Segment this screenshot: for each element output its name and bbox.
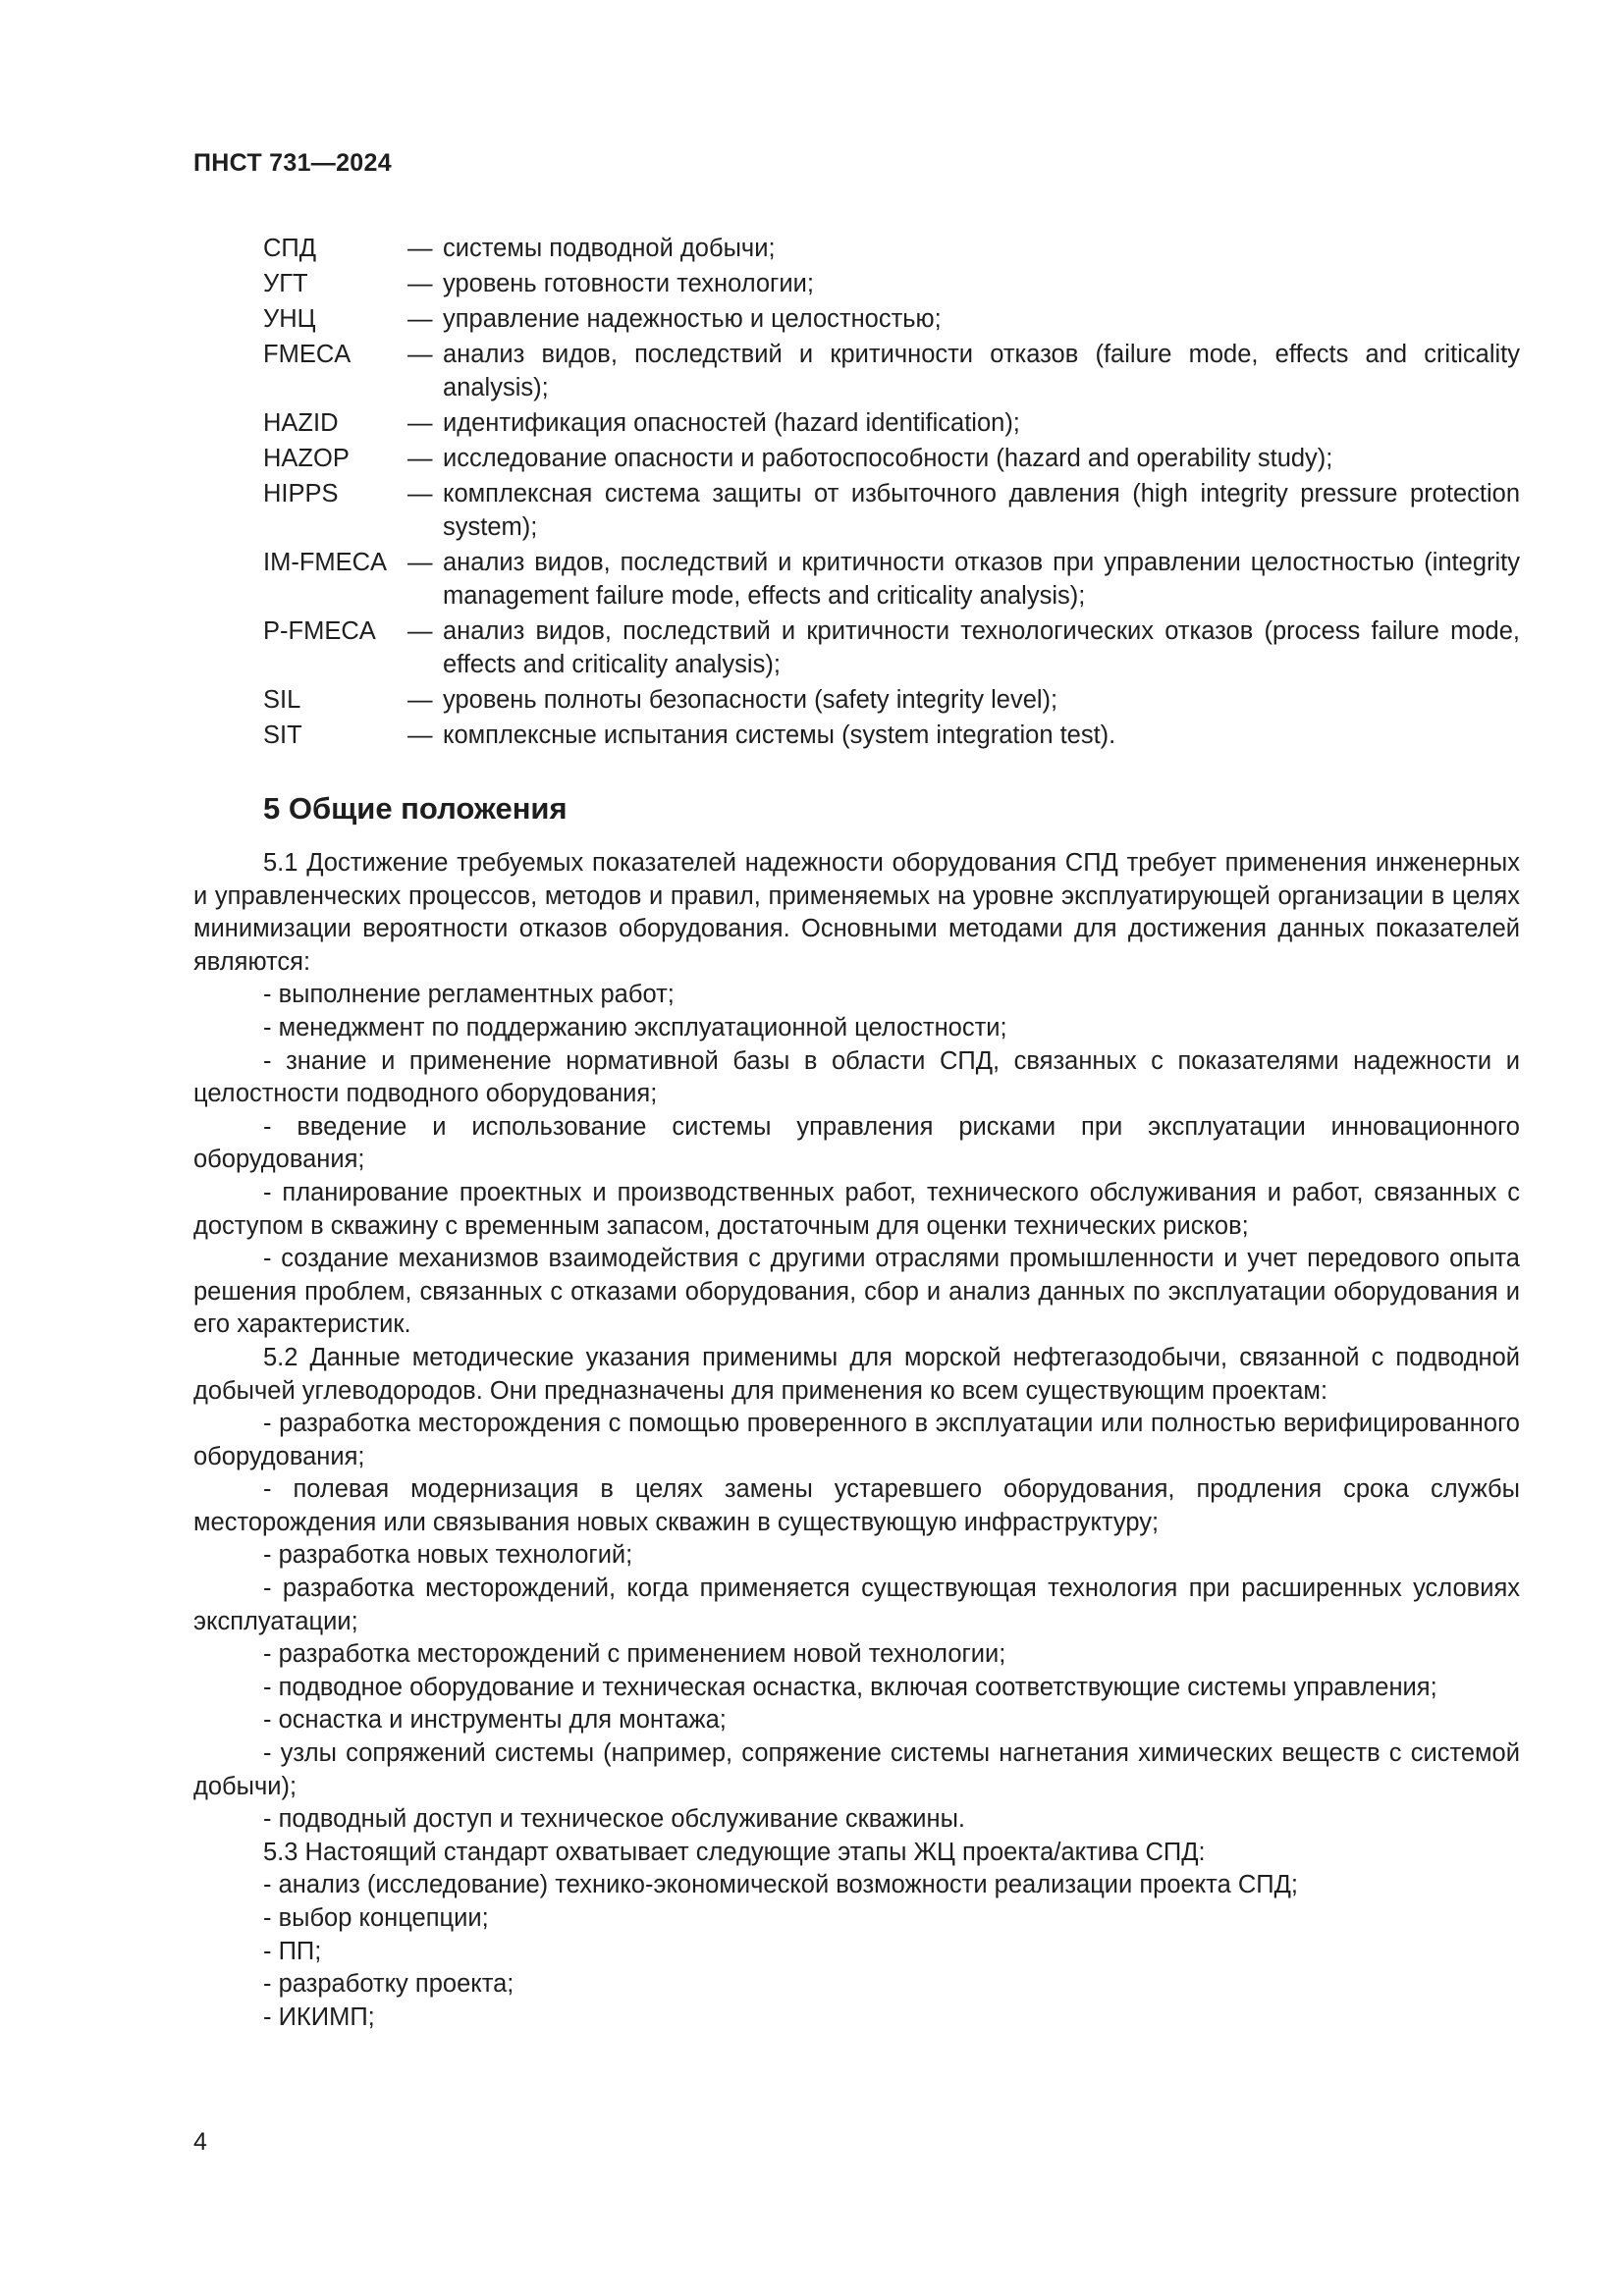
paragraph: - ПП; bbox=[263, 1937, 322, 1965]
abbreviation-definition: анализ видов, последствий и критичности технологических отказов (process failure mode, effects and criticality analysis); bbox=[443, 617, 1520, 678]
paragraph: 5.1 Достижение требуемых показателей надежности оборудования СПД требует применения инженерных и управленческих процессов, методов и правил, применяемых на уровне эксплуатирующей организации в целях минимизации вероятности отказов оборудования. Основными методами для достижения данных показателей являются: bbox=[193, 849, 1520, 976]
paragraph: - менеджмент по поддержанию эксплуатационной целостности; bbox=[263, 1013, 1007, 1041]
abbreviation-definition: уровень полноты безопасности (safety integrity level); bbox=[443, 686, 1058, 714]
abbreviation-dash: — bbox=[407, 305, 433, 333]
paragraph: - планирование проектных и производственных работ, технического обслуживания и работ, связанных с доступом в скважину с временным запасом, достаточным для оценки технических рисков; bbox=[193, 1178, 1520, 1240]
paragraph: - анализ (исследование) технико-экономической возможности реализации проекта СПД; bbox=[263, 1871, 1298, 1899]
abbreviation-dash: — bbox=[407, 617, 433, 645]
abbreviation-term: HIPPS bbox=[263, 480, 339, 507]
abbreviation-row bbox=[263, 546, 1520, 613]
abbreviation-dash: — bbox=[407, 270, 433, 297]
abbreviation-definition: управление надежностью и целостностью; bbox=[443, 305, 942, 333]
page-number: 4 bbox=[193, 2128, 207, 2156]
abbreviation-row bbox=[263, 232, 1520, 265]
paragraph: 5.3 Настоящий стандарт охватывает следующие этапы ЖЦ проекта/актива СПД: bbox=[263, 1838, 1206, 1866]
paragraph: 5.2 Данные методические указания применимы для морской нефтегазодобычи, связанной с подводной добычей углеводородов. Они предназначены для применения ко всем существующим проектам: bbox=[193, 1343, 1520, 1405]
abbreviation-definition: уровень готовности технологии; bbox=[443, 270, 814, 297]
section-body bbox=[193, 847, 1520, 2034]
paragraph: - знание и применение нормативной базы в области СПД, связанных с показателями надежности и целостности подводного оборудования; bbox=[193, 1046, 1520, 1108]
abbreviation-dash: — bbox=[407, 409, 433, 437]
abbreviation-definition: исследование опасности и работоспособности (hazard and operability study); bbox=[443, 445, 1333, 472]
abbreviation-row bbox=[263, 477, 1520, 544]
paragraph: - полевая модернизация в целях замены устаревшего оборудования, продления срока службы месторождения или связывания новых скважин в существующую инфраструктуру; bbox=[193, 1475, 1520, 1536]
paragraph: - выполнение регламентных работ; bbox=[263, 981, 675, 1009]
abbreviation-row bbox=[263, 719, 1520, 752]
abbreviation-definition: комплексная система защиты от избыточного давления (high integrity pressure protection system); bbox=[443, 480, 1520, 541]
abbreviation-dash: — bbox=[407, 549, 433, 576]
section-title: 5 Общие положения bbox=[263, 791, 568, 826]
abbreviation-term: УНЦ bbox=[263, 305, 316, 333]
abbreviation-term: P-FMECA bbox=[263, 617, 376, 645]
abbreviation-definition: комплексные испытания системы (system integration test). bbox=[443, 721, 1116, 749]
abbreviation-dash: — bbox=[407, 235, 433, 262]
paragraph: - подводное оборудование и техническая оснастка, включая соответствующие системы управления; bbox=[263, 1673, 1437, 1701]
paragraph: - создание механизмов взаимодействия с другими отраслями промышленности и учет передового опыта решения проблем, связанных с отказами оборудования, сбор и анализ данных по эксплуатации оборудования и его характеристик. bbox=[193, 1245, 1520, 1339]
abbreviation-list bbox=[263, 232, 1520, 754]
paragraph: - разработка месторождения с помощью проверенного в эксплуатации или полностью верифицированного оборудования; bbox=[193, 1410, 1520, 1470]
abbreviation-definition: системы подводной добычи; bbox=[443, 235, 776, 262]
abbreviation-dash: — bbox=[407, 721, 433, 749]
abbreviation-row bbox=[263, 442, 1520, 475]
paragraph: - разработка новых технологий; bbox=[263, 1541, 633, 1570]
document-header: ПНСТ 731—2024 bbox=[193, 149, 392, 177]
abbreviation-row bbox=[263, 683, 1520, 717]
paragraph: - разработку проекта; bbox=[263, 1970, 514, 1999]
abbreviation-row bbox=[263, 614, 1520, 681]
abbreviation-term: SIT bbox=[263, 721, 302, 749]
abbreviation-row bbox=[263, 338, 1520, 404]
abbreviation-row bbox=[263, 302, 1520, 336]
paragraph: - узлы сопряжений системы (например, сопряжение системы нагнетания химических веществ с системой добычи); bbox=[193, 1739, 1520, 1800]
abbreviation-dash: — bbox=[407, 445, 433, 472]
paragraph: - выбор концепции; bbox=[263, 1904, 489, 1932]
abbreviation-term: FMECA bbox=[263, 341, 352, 368]
paragraph: - разработка месторождений, когда применяется существующая технология при расширенных условиях эксплуатации; bbox=[193, 1575, 1520, 1635]
abbreviation-term: SIL bbox=[263, 686, 301, 714]
abbreviation-term: HAZID bbox=[263, 409, 339, 437]
abbreviation-dash: — bbox=[407, 686, 433, 714]
abbreviation-definition: идентификация опасностей (hazard identification); bbox=[443, 409, 1020, 437]
abbreviation-definition: анализ видов, последствий и критичности отказов (failure mode, effects and criticality analysis); bbox=[443, 341, 1520, 401]
paragraph: - оснастка и инструменты для монтажа; bbox=[263, 1706, 727, 1735]
abbreviation-row bbox=[263, 267, 1520, 300]
abbreviation-term: IM-FMECA bbox=[263, 549, 388, 576]
abbreviation-term: СПД bbox=[263, 235, 317, 262]
paragraph: - подводный доступ и техническое обслуживание скважины. bbox=[263, 1805, 965, 1834]
abbreviation-row bbox=[263, 406, 1520, 440]
paragraph: - ИКИМП; bbox=[263, 2002, 375, 2031]
abbreviation-term: HAZOP bbox=[263, 445, 350, 472]
abbreviation-term: УГТ bbox=[263, 270, 308, 297]
abbreviation-dash: — bbox=[407, 480, 433, 507]
abbreviation-definition: анализ видов, последствий и критичности отказов при управлении целостностью (integrity management failure mode, effects and criticality analysis); bbox=[443, 549, 1520, 610]
abbreviation-dash: — bbox=[407, 341, 433, 368]
paragraph: - разработка месторождений с применением новой технологии; bbox=[263, 1640, 1006, 1669]
paragraph: - введение и использование системы управления рисками при эксплуатации инновационного оборудования; bbox=[193, 1112, 1520, 1174]
